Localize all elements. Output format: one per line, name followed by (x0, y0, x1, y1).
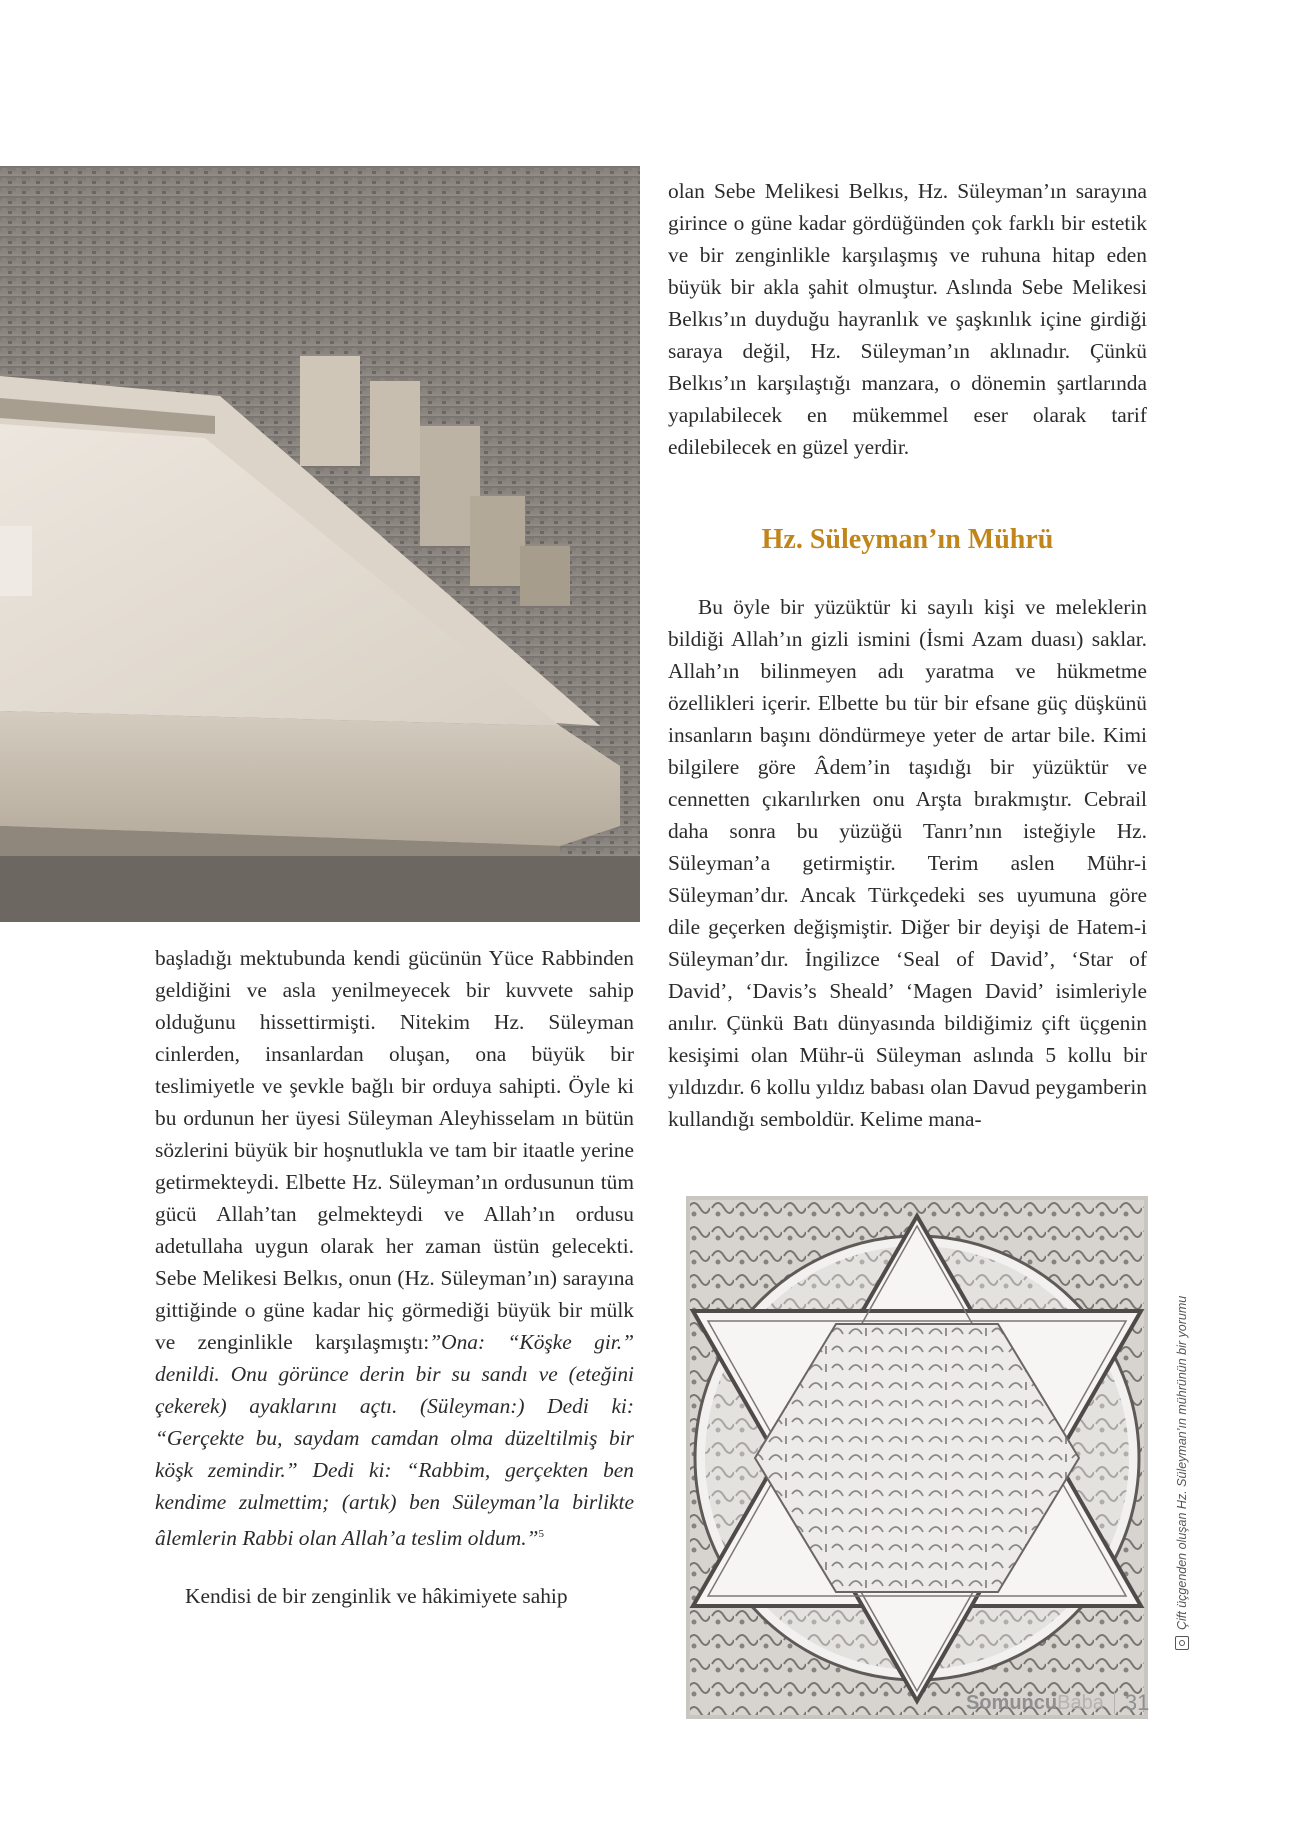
left-column (155, 942, 634, 1612)
paragraph-text: başladığı mektubunda kendi gücünün Yüce Rabbinden geldiğini ve asla yenilmeyecek bir kuvvete sahip olduğunu hissettirmişti. Nitekim Hz. Süleyman cinlerden, insanlardan oluşan, ona büyük bir teslimiyetle ve şevkle bağlı bir orduya sahipti. Öyle ki bu ordunun her üyesi Süleyman Aleyhisselam ın bütün sözlerini büyük bir hoşnutlukla ve tam bir itaatle yerine getirmekteydi. Elbette Hz. Süleyman’ın ordusunun tüm gücü Allah’tan gelmekteydi ve Allah’ın ordusu adetullaha uygun olarak her zaman üstün gelecekti. Sebe Melikesi Belkıs, onun (Hz. Süleyman’ın) sarayına gittiğinde o güne kadar hiç görmediği büyük bir mülk ve zenginlikle karşılaşmıştı: (155, 946, 634, 1354)
footnote-marker: 5 (538, 1528, 544, 1540)
seal-of-solomon-image (686, 1196, 1148, 1719)
palace-model-photo (0, 166, 640, 922)
image-caption (1175, 1296, 1189, 1650)
magazine-brand-part2: Baba (1057, 1691, 1104, 1714)
caption-text: Çift üçgenden oluşan Hz. Süleyman’ın mührünün bir yorumu (1175, 1295, 1189, 1630)
camera-icon (1175, 1636, 1189, 1650)
page-footer (966, 1690, 1149, 1716)
section-heading: Hz. Süleyman’ın Mührü (761, 524, 1054, 555)
paragraph: Bu öyle bir yüzüktür ki sayılı kişi ve meleklerin bildiği Allah’ın gizli ismini (İsmi Azam duası) saklar. Allah’ın bilinmeyen adı yaratma ve hükmetme özellikleri içerir. Elbette bu tür bir efsane güç düşkünü insanların başını döndürmeye yeter de artar bile. Kimi bilgilere göre Âdem’in taşıdığı bir yüzüktür ve cennetten çıkarılırken onu Arşta bırakmıştır. Cebrail daha sonra bu yüzüğü Tanrı’nın isteğiyle Hz. Süleyman’a getirmiştir. Terim aslen Mühr-i Süleyman’dır. Ancak Türkçedeki ses uyumuna göre dile geçerken değişmiştir. Diğer bir deyişi de Hatem-i Süleyman’dır. İngilizce ‘Seal of David’, ‘Star of David’, ‘Davis’s Sheald’ ‘Magen David’ isimleriyle anılır. Çünkü Batı dünyasında bildiğimiz çift üçgenin kesişimi olan Mühr-ü Süleyman aslında 5 kollu bir yıldızdır. 6 kollu yıldız babası olan Davud peygamberin kullandığı semboldür. Kelime mana- (668, 595, 1147, 1131)
magazine-brand-part1: Somuncu (966, 1691, 1058, 1714)
paragraph (155, 942, 634, 1554)
right-column-body (668, 591, 1147, 1135)
right-column-intro (668, 175, 1147, 463)
quran-quote: ”Ona: “Köşke gir.” denildi. Onu görünce derin bir su sandı ve (eteğini çekerek) ayaklarını açtı. (Süleyman:) Dedi ki: “Gerçekte bu, saydam camdan olma düzeltilmiş bir köşk zemindir.” Dedi ki: “Rabbim, gerçekten ben kendime zulmettim; (artık) ben Süleyman’la birlikte âlemlerin Rabbi olan Allah’a teslim oldum.” (155, 1330, 634, 1551)
paragraph: olan Sebe Melikesi Belkıs, Hz. Süleyman’ın sarayına girince o güne kadar gördüğünden çok farklı bir estetik ve bir zenginlikle karşılaşmış ve ruhuna hitap eden büyük bir akla şahit olmuştur. Aslında Sebe Melikesi Belkıs’ın duyduğu hayranlık ve şaşkınlık içine girdiği saraya değil, Hz. Süleyman’ın aklınadır. Çünkü Belkıs’ın karşılaştığı manzara, o dönemin şartlarında yapılabilecek en mükemmel eser olarak tarif edilebilecek en güzel yerdir. (668, 179, 1147, 459)
paragraph: Kendisi de bir zenginlik ve hâkimiyete sahip (185, 1584, 568, 1609)
page-number: 31 (1124, 1690, 1150, 1715)
footer-divider (1114, 1692, 1115, 1714)
